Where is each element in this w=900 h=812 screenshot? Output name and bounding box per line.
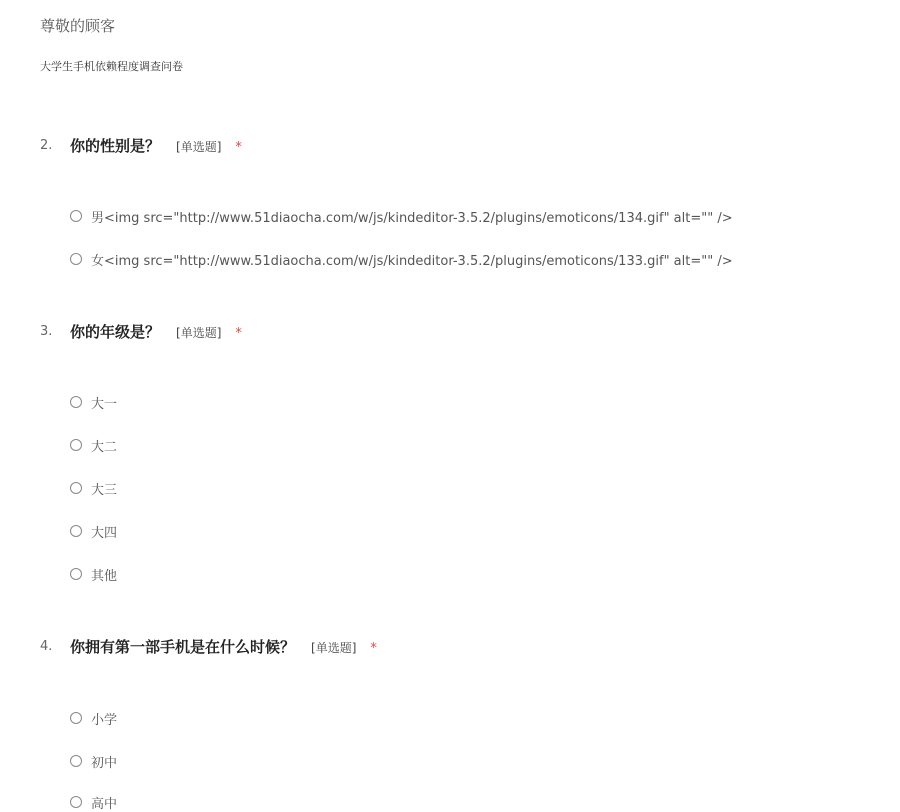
question-text: 你拥有第一部手机是在什么时候？ — [70, 638, 296, 656]
question-title — [70, 321, 242, 342]
radio-option-middle-school[interactable] — [70, 751, 117, 771]
required-marker: * — [235, 140, 242, 155]
radio-button[interactable] — [70, 568, 82, 580]
radio-button[interactable] — [70, 482, 82, 494]
radio-option-freshman[interactable] — [70, 392, 117, 412]
question-2 — [0, 135, 900, 159]
required-marker: * — [235, 326, 242, 341]
question-header — [0, 636, 900, 660]
question-type-tag: [单选题] — [176, 326, 222, 340]
radio-button[interactable] — [70, 712, 82, 724]
question-text: 你的性别是？ — [70, 137, 161, 155]
radio-option-sophomore[interactable] — [70, 435, 117, 455]
question-number: 2. — [40, 138, 53, 153]
option-label: 大一 — [91, 396, 118, 412]
required-marker: * — [370, 641, 377, 656]
question-3 — [0, 321, 900, 345]
radio-button[interactable] — [70, 755, 82, 767]
question-4 — [0, 636, 900, 660]
radio-option-senior[interactable] — [70, 521, 117, 541]
question-text: 你的年级是？ — [70, 323, 161, 341]
radio-button[interactable] — [70, 253, 82, 265]
survey-title: 大学生手机依赖程度调查问卷 — [40, 60, 183, 73]
question-title — [70, 135, 242, 156]
radio-option-other[interactable] — [70, 564, 117, 584]
option-label: 其他 — [91, 568, 118, 584]
question-header — [0, 135, 900, 159]
option-label: 大三 — [91, 482, 118, 498]
question-header — [0, 321, 900, 345]
radio-option-primary-school[interactable] — [70, 708, 117, 728]
radio-button[interactable] — [70, 439, 82, 451]
radio-option-male[interactable] — [70, 206, 733, 226]
question-type-tag: [单选题] — [311, 641, 357, 655]
radio-button[interactable] — [70, 396, 82, 408]
option-label: 大二 — [91, 439, 118, 455]
radio-button[interactable] — [70, 796, 82, 808]
option-label: 初中 — [91, 755, 118, 771]
option-label: 女<img src="http://www.51diaocha.com/w/js/kindeditor-3.5.2/plugins/emoticons/133.gif" alt="" /> — [91, 253, 733, 269]
question-number: 3. — [40, 324, 53, 339]
question-title — [70, 636, 377, 657]
option-label: 高中 — [91, 796, 118, 812]
option-label: 大四 — [91, 525, 118, 541]
option-label: 男<img src="http://www.51diaocha.com/w/js/kindeditor-3.5.2/plugins/emoticons/134.gif" alt="" /> — [91, 210, 733, 226]
radio-button[interactable] — [70, 525, 82, 537]
question-number: 4. — [40, 639, 53, 654]
radio-option-high-school[interactable] — [70, 792, 117, 812]
radio-option-junior[interactable] — [70, 478, 117, 498]
question-type-tag: [单选题] — [176, 140, 222, 154]
option-label: 小学 — [91, 712, 118, 728]
radio-button[interactable] — [70, 210, 82, 222]
survey-greeting: 尊敬的顾客 — [40, 17, 116, 35]
radio-option-female[interactable] — [70, 249, 733, 269]
